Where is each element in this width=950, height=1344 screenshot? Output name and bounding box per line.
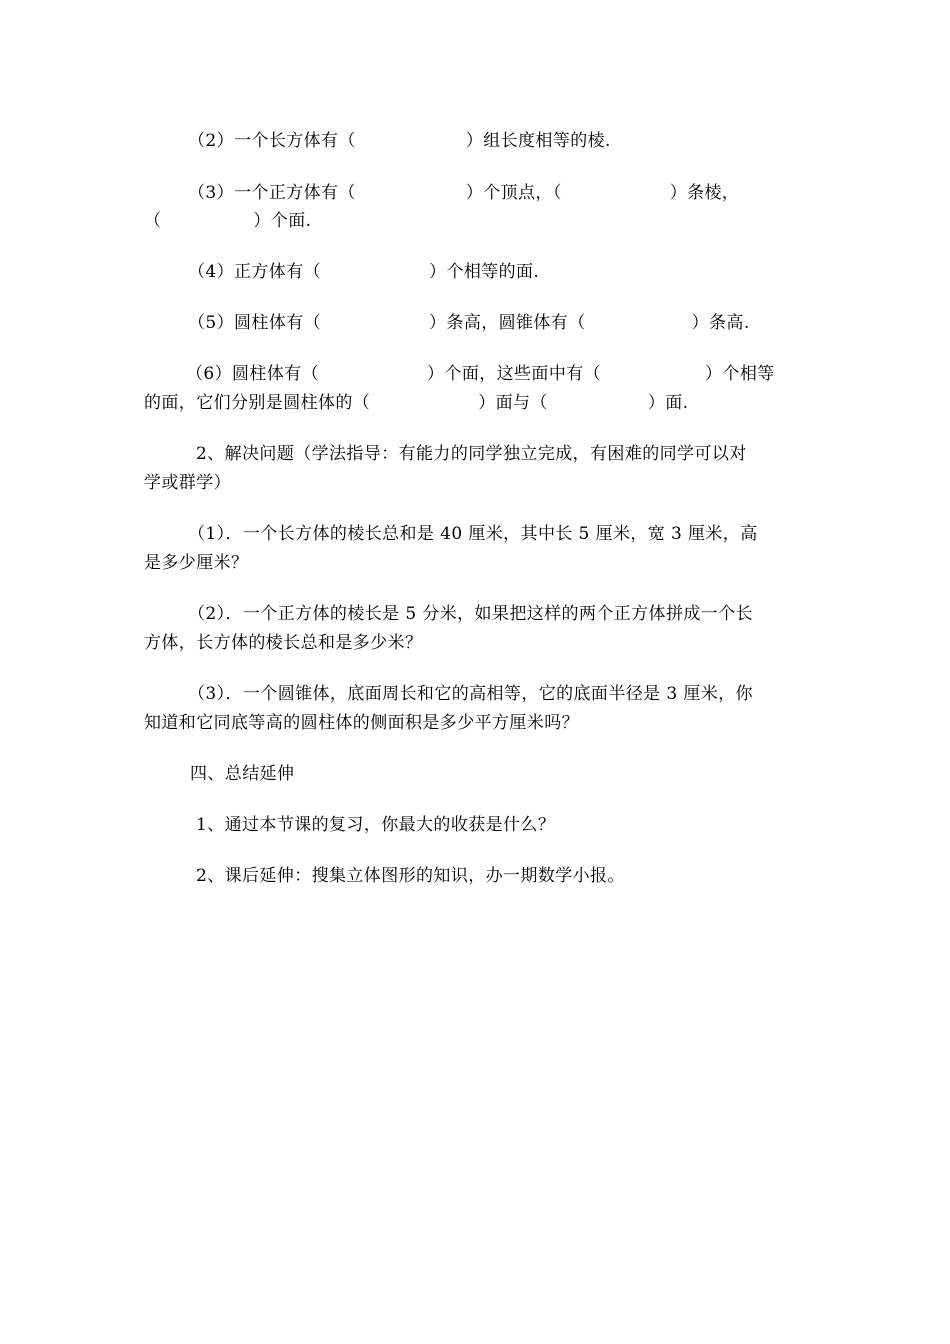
question-3-text-d: （ [144,211,162,231]
question-3-continued [144,211,311,231]
question-6 [186,364,775,384]
question-6-text-a: （6）圆柱体有（ [186,364,320,384]
question-4-text-b: ）个相等的面. [429,262,540,282]
question-3-text-a: （3）一个正方体有（ [188,183,356,203]
question-2-text-b: ）组长度相等的棱. [465,131,611,151]
question-6-text-d: 的面，它们分别是圆柱体的（ [144,393,371,413]
question-3 [188,183,739,203]
problem-3: （3）．一个圆锥体，底面周长和它的高相等，它的底面半径是 3 厘米，你 [188,684,753,704]
question-3-text-b: ）个顶点，（ [465,183,562,203]
question-6-text-e: ）面与（ [478,393,548,413]
solve-heading-continued: 学或群学） [144,473,231,493]
question-6-continued [144,393,688,413]
problem-1: （1）．一个长方体的棱长总和是 40 厘米，其中长 5 厘米，宽 3 厘米，高 [188,524,758,544]
problem-2-continued: 方体，长方体的棱长总和是多少米？ [144,633,423,653]
question-3-text-c: ）条棱， [669,183,740,203]
problem-1-continued: 是多少厘米？ [144,553,249,573]
question-2 [188,131,611,151]
summary-item-2: 2、课后延伸：搜集立体图形的知识，办一期数学小报。 [196,866,625,886]
question-6-text-c: ）个相等 [705,364,775,384]
question-5-text-c: ）条高. [691,313,750,333]
question-4-text-a: （4）正方体有（ [188,262,322,282]
problem-2: （2）．一个正方体的棱长是 5 分米，如果把这样的两个正方体拼成一个长 [188,604,753,624]
question-5-text-a: （5）圆柱体有（ [188,313,322,333]
question-5-text-b: ）条高，圆锥体有（ [429,313,586,333]
problem-3-continued: 知道和它同底等高的圆柱体的侧面积是多少平方厘米吗？ [144,713,579,733]
question-6-text-b: ）个面，这些面中有（ [427,364,602,384]
question-2-text-a: （2）一个长方体有（ [188,131,356,151]
solve-heading: 2、解决问题（学法指导：有能力的同学独立完成，有困难的同学可以对 [196,444,747,464]
summary-heading: 四、总结延伸 [190,764,295,784]
question-3-text-e: ）个面. [253,211,312,231]
question-4 [188,262,539,282]
question-6-text-f: ）面. [647,393,689,413]
question-5 [188,313,750,333]
summary-item-1: 1、通过本节课的复习，你最大的收获是什么？ [196,815,556,835]
